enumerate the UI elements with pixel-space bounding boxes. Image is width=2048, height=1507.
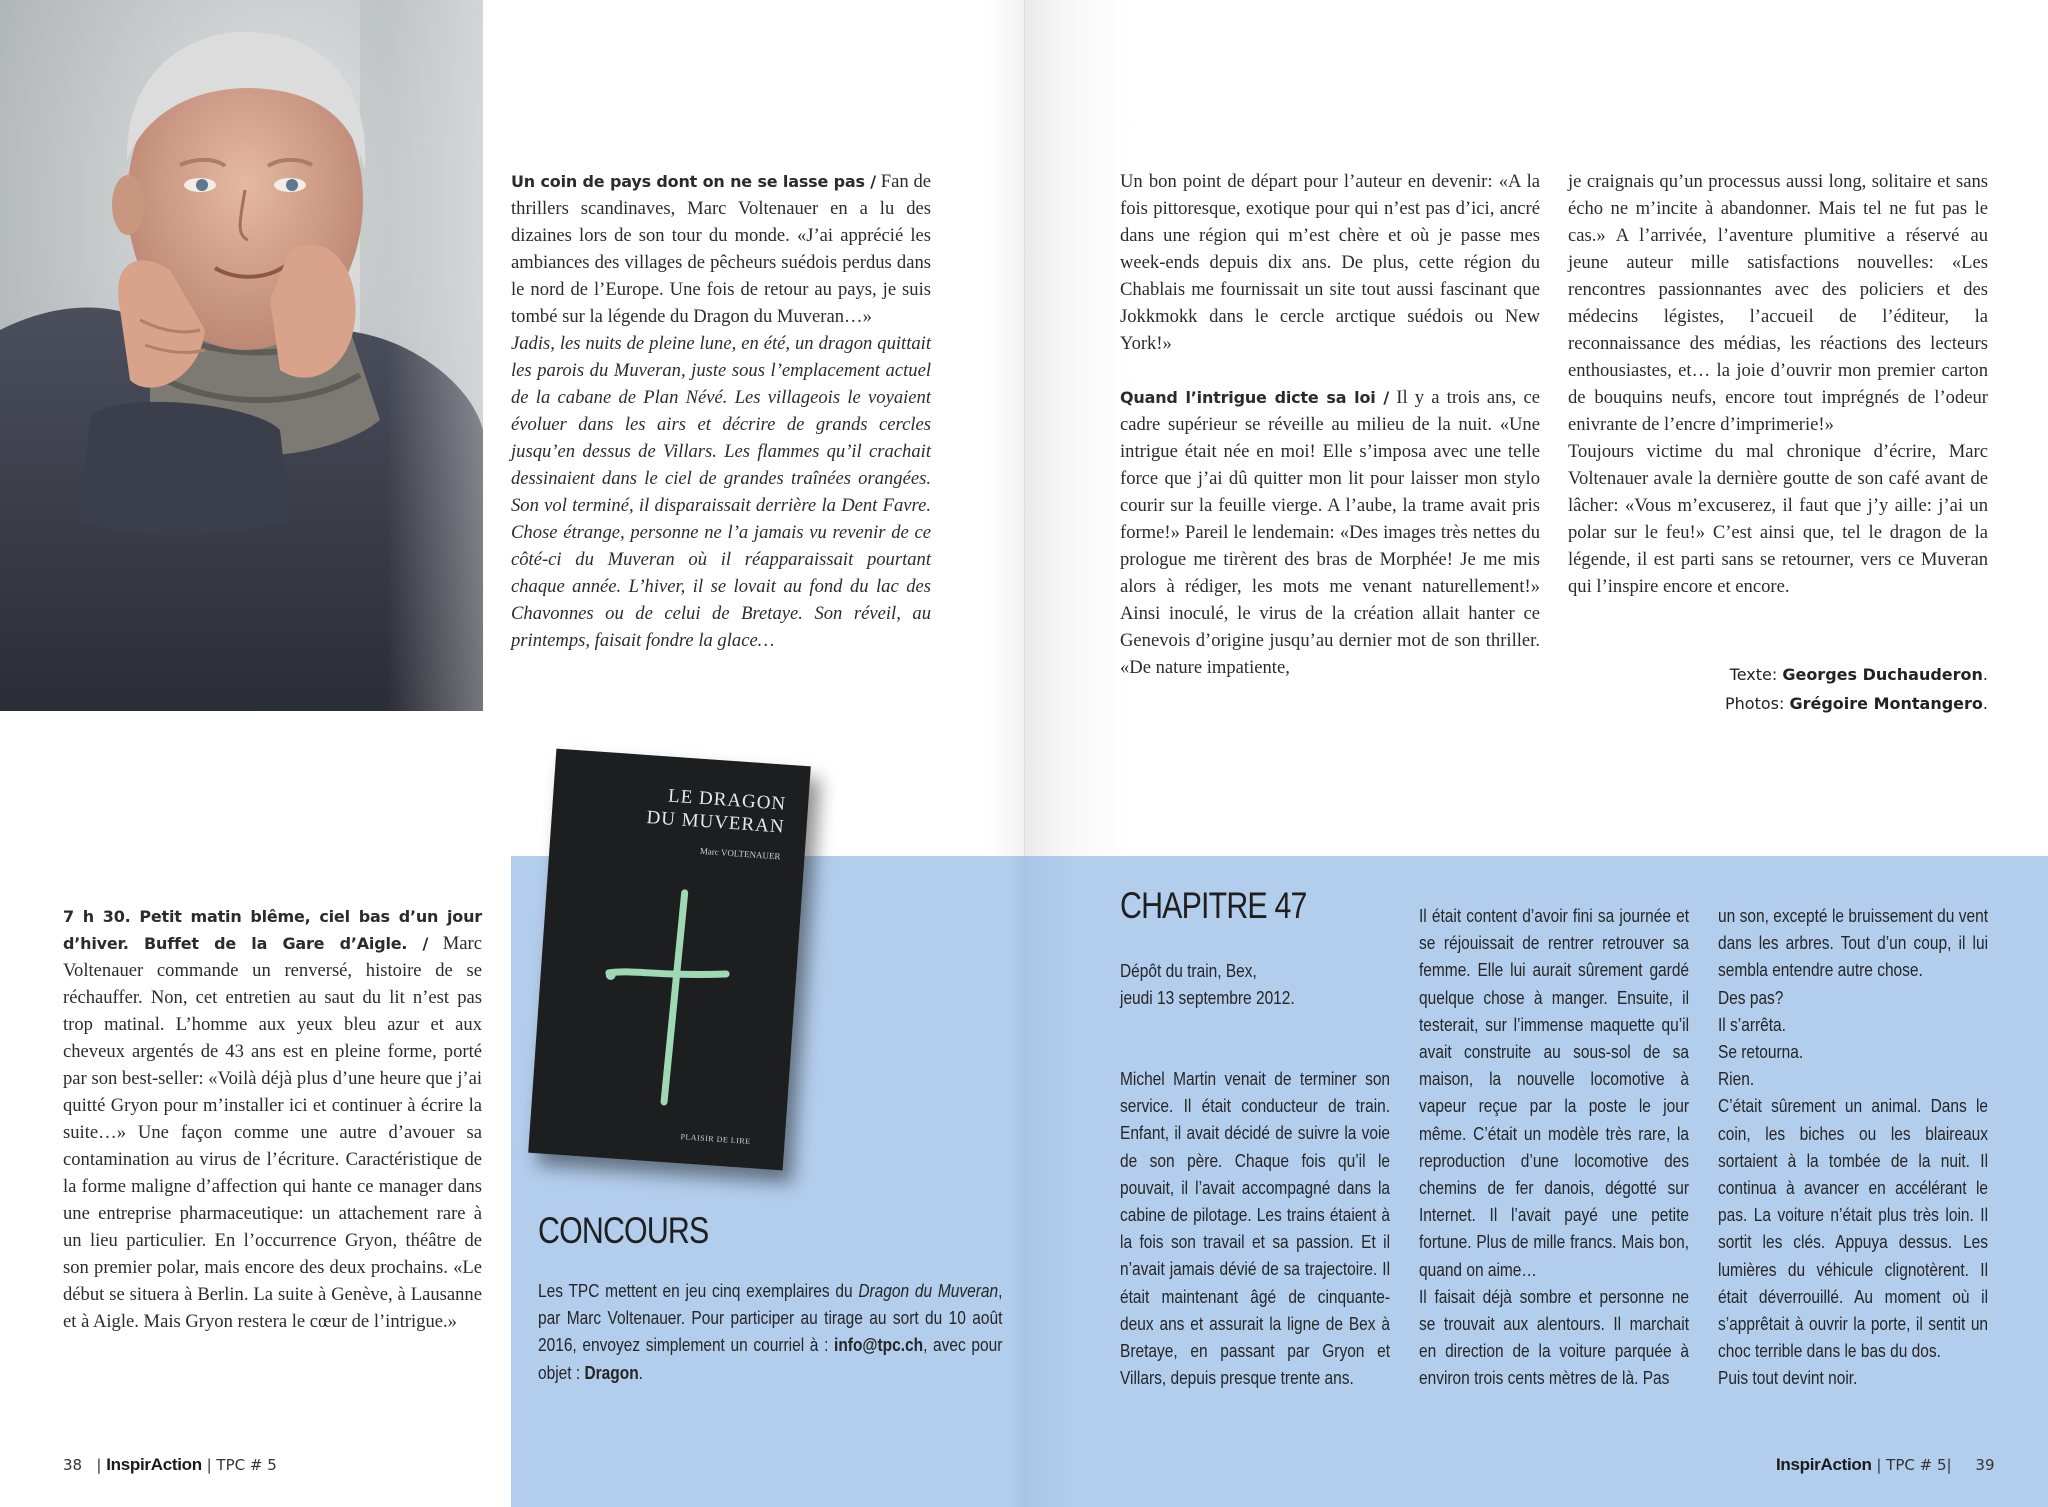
magazine-name: InspirAction — [106, 1455, 202, 1474]
cross-illustration — [592, 877, 738, 1116]
author-photo — [0, 0, 483, 711]
magazine-name: InspirAction — [1776, 1455, 1872, 1474]
article-column-left-top — [511, 168, 931, 654]
page-number: 39 — [1975, 1456, 1995, 1474]
chapitre-paragraph: un son, excepté le bruissement du vent dans les arbres. Tout d’un coup, il lui sembla entendre autre chose. — [1718, 906, 1989, 981]
concours-book-title: Dragon du Muveran — [858, 1281, 999, 1301]
issue-number: TPC # 5 — [216, 1456, 277, 1474]
chapitre-column-2 — [1419, 903, 1689, 1393]
chapitre-column-1 — [1120, 1066, 1390, 1392]
chapitre-paragraph: C’était sûrement un animal. Dans le coin, les biches ou les blaireaux sortaient à la tombée de la nuit. Il continua à avancer en accélérant le pas. La voiture n’était plus très loin. Il sortit les clés. Appuya dessus. Les lumières du véhicule clignotèrent. Il était déverrouillé. Au moment où il s’apprêtait à ouvrir la porte, il sentit un choc terrible dans le bas du dos. — [1718, 1096, 1989, 1362]
article-paragraph: Un bon point de départ pour l’auteur en devenir: «A la fois pittoresque, exotique pour qui n’est pas d’ici, ancré dans une région qui m’est chère et où je passe mes week-ends depuis dix ans. De plus, cette région du Chablais me fournissait un site tout aussi fascinant que Jokkmokk dans le cercle arctique suédois ou New York!» — [1120, 171, 1540, 354]
section-lead-pays: Un coin de pays dont on ne se lasse pas / — [511, 172, 876, 191]
article-paragraph: je craignais qu’un processus aussi long, solitaire et sans écho ne m’incite à abandonner. Mais tel ne fut pas le cas.» A l’arrivée, l’aventure plumitive a réservé au jeune auteur mille satisfactions nouvelles: «Les rencontres passionnantes avec des policiers et des médecins légistes, l’accueil de l’éditeur, la reconnaissance des médias, les réactions des lecteurs enthousiastes, et… la joie d’ouvrir mon premier carton de bouquins neufs, encore tout imprégnés de l’odeur enivrante de l’encre d’imprimerie!» — [1568, 171, 1988, 435]
article-paragraph: Toujours victime du mal chronique d’écrire, Marc Voltenauer avale la dernière goutte de son café avant de lâcher: «Vous m’excuserez, il faut que j’y aille: j’ai un polar sur le feu!» C’est ainsi que, tel le dragon de la légende, il est parti sans se retourner, vers ce Muveran qui l’inspire encore et encore. — [1568, 441, 1988, 597]
credit-label: Photos: — [1724, 694, 1785, 713]
chapitre-line: Il s’arrêta. — [1718, 1014, 1786, 1035]
book-series: PLAISIR DE LIRE — [680, 1132, 751, 1147]
concours-text-part: . — [638, 1362, 643, 1383]
concours-title: CONCOURS — [538, 1210, 709, 1251]
chapitre-place: Dépôt du train, Bex, — [1120, 961, 1257, 981]
credit-author: Georges Duchauderon — [1782, 665, 1983, 684]
article-text: Il y a trois ans, ce cadre supérieur se réveille au milieu de la nuit. «Une intrigue était née en moi! Elle s’imposa avec une telle force que j’ai dû quitter mon lit pour laisser mon stylo courir sur la feuille vierge. A l’aube, la trame avait pris forme!» Pareil le lendemain: «Des images très nettes du prologue me tirèrent des bras de Morphée! Je me mis alors à rédiger, les mots me venant naturellement!» Ainsi inoculé, le virus de la création allait hanter ce Genevois d’origine jusqu’au dernier mot de son thriller. «De nature impatiente, — [1120, 387, 1540, 678]
issue-number: TPC # 5 — [1886, 1456, 1947, 1474]
concours-text — [538, 1278, 1003, 1387]
chapitre-paragraph: Il faisait déjà sombre et personne ne se trouvait aux alentours. Il marchait en direction de la voiture parquée à environ trois cents mètres de là. Pas — [1419, 1286, 1690, 1389]
chapitre-date: jeudi 13 septembre 2012. — [1120, 988, 1295, 1009]
concours-email[interactable]: info@tpc.ch — [834, 1335, 924, 1356]
credit-label: Texte: — [1729, 665, 1778, 684]
article-column-left-bottom — [63, 903, 482, 1335]
article-text: Fan de thrillers scandinaves, Marc Voltenauer en a lu des dizaines lors de son tour du monde. «J’ai apprécié les ambiances des villages de pêcheurs suédois perdus dans le nord de l’Europe. Une fois de retour au pays, je suis tombé sur la légende du Dragon du Muveran…» — [511, 171, 931, 327]
chapitre-title: CHAPITRE 47 — [1120, 885, 1307, 926]
chapitre-column-3 — [1718, 903, 1988, 1393]
chapitre-line: Rien. — [1718, 1069, 1755, 1090]
author-photo-illustration — [0, 0, 483, 711]
legend-text: Jadis, les nuits de pleine lune, en été, un dragon quittait les parois du Muveran, juste sous l’emplacement actuel de la cabane de Plan Névé. Les villageois le voyaient évoluer dans les airs et décrire de grands cercles jusqu’en dessus de Villars. Les flammes qu’il crachait dessinaient dans le ciel de grandes traînées orangées. Son vol terminé, il disparaissait derrière la Dent Favre. Chose étrange, personne ne l’a jamais vu revenir de ce côté-ci du Muveran où il réapparaissait pourtant chaque année. L’hiver, il se lovait au fond du lac des Chavonnes ou de celui de Bretaye. Son réveil, au printemps, faisait fondre la glace… — [511, 333, 931, 651]
chapitre-line: Se retourna. — [1718, 1042, 1804, 1063]
book-title-line: DU MUVERAN — [645, 807, 786, 838]
book-title — [646, 783, 787, 839]
chapitre-header — [1120, 958, 1420, 1012]
chapitre-line: Des pas? — [1718, 987, 1784, 1008]
article-text: Marc Voltenauer commande un renversé, histoire de se réchauffer. Non, cet entretien au saut du lit n’est pas trop matinal. L’homme aux yeux bleu azur et aux cheveux argentés de 43 ans est en pleine forme, porté par son best-seller: «Voilà déjà plus d’une heure que j’ai quitté Gryon pour m’installer ici et continuer à écrire la suite…» Une façon comme une autre d’avouer sa contamination au virus de l’écriture. Caractéristique de la forme maligne d’affection qui hante ce manager dans une entreprise pharmaceutique: un attachement rare à un lieu particulier. En l’occurrence Gryon, théâtre de son premier polar, mais encore des deux prochains. «Le début se situera à Berlin. La suite à Genève, à Lausanne et à Aigle. Mais Gryon restera le cœur de l’intrigue.» — [63, 933, 482, 1332]
credit-photographer: Grégoire Montangero — [1789, 694, 1983, 713]
section-lead-matin: 7 h 30. Petit matin blême, ciel bas d’un jour d’hiver. Buffet de la Gare d’Aigle. / — [63, 907, 482, 953]
folio-left: 38 | InspirAction | TPC # 5 — [63, 1455, 277, 1474]
article-column-right-2 — [1568, 168, 1988, 600]
article-column-right-1 — [1120, 168, 1540, 681]
chapitre-paragraph: Puis tout devint noir. — [1718, 1368, 1858, 1389]
book-cover — [528, 749, 811, 1171]
concours-text-part: , avec pour objet : — [538, 1335, 1003, 1383]
chapitre-paragraph: Michel Martin venait de terminer son service. Il était conducteur de train. Enfant, il avait décidé de suivre la voie de son père. Chaque fois qu’il le pouvait, il l’avait accompagné dans la cabine de pilotage. Les trains étaient à la fois son travail et sa passion. Et il n’avait jamais dévié de sa trajectoire. Il était maintenant âgé de cinquante-deux ans et assurait la ligne de Bex à Bretaye, en passant par Gryon et Villars, depuis presque trente ans. — [1120, 1069, 1391, 1389]
credits: Texte: Georges Duchauderon. Photos: Grégoire Montangero. — [1724, 665, 1988, 713]
book-author: Marc VOLTENAUER — [699, 845, 781, 862]
gutter-shadow — [985, 0, 1025, 860]
concours-text-part: Les TPC mettent en jeu cinq exemplaires du — [538, 1281, 859, 1301]
concours-subject: Dragon — [584, 1362, 639, 1383]
page-number: 38 — [63, 1456, 83, 1474]
concours-text-part: , par Marc Voltenauer. Pour participer au tirage au sort du 10 août 2016, envoyez simplement un courriel à : — [538, 1281, 1003, 1356]
chapitre-paragraph: Il était content d’avoir fini sa journée et se réjouissait de rentrer retrouver sa femme. Elle lui aurait sûrement gardé quelque chose à manger. Ensuite, il testerait, sur l’immense maquette qu’il avait construite au sous-sol de sa maison, la nouvelle locomotive à vapeur reçue par la poste le jour même. C’était un modèle très rare, la reproduction d’une locomotive des chemins de fer danois, dégotté sur Internet. Il l’avait payé une petite fortune. Plus de mille francs. Mais bon, quand on aime… — [1419, 906, 1690, 1280]
folio-right: InspirAction | TPC # 5| 39 — [1776, 1455, 1995, 1474]
book-title-line: LE DRAGON — [667, 785, 787, 815]
section-lead-intrigue: Quand l’intrigue dicte sa loi / — [1120, 388, 1390, 407]
